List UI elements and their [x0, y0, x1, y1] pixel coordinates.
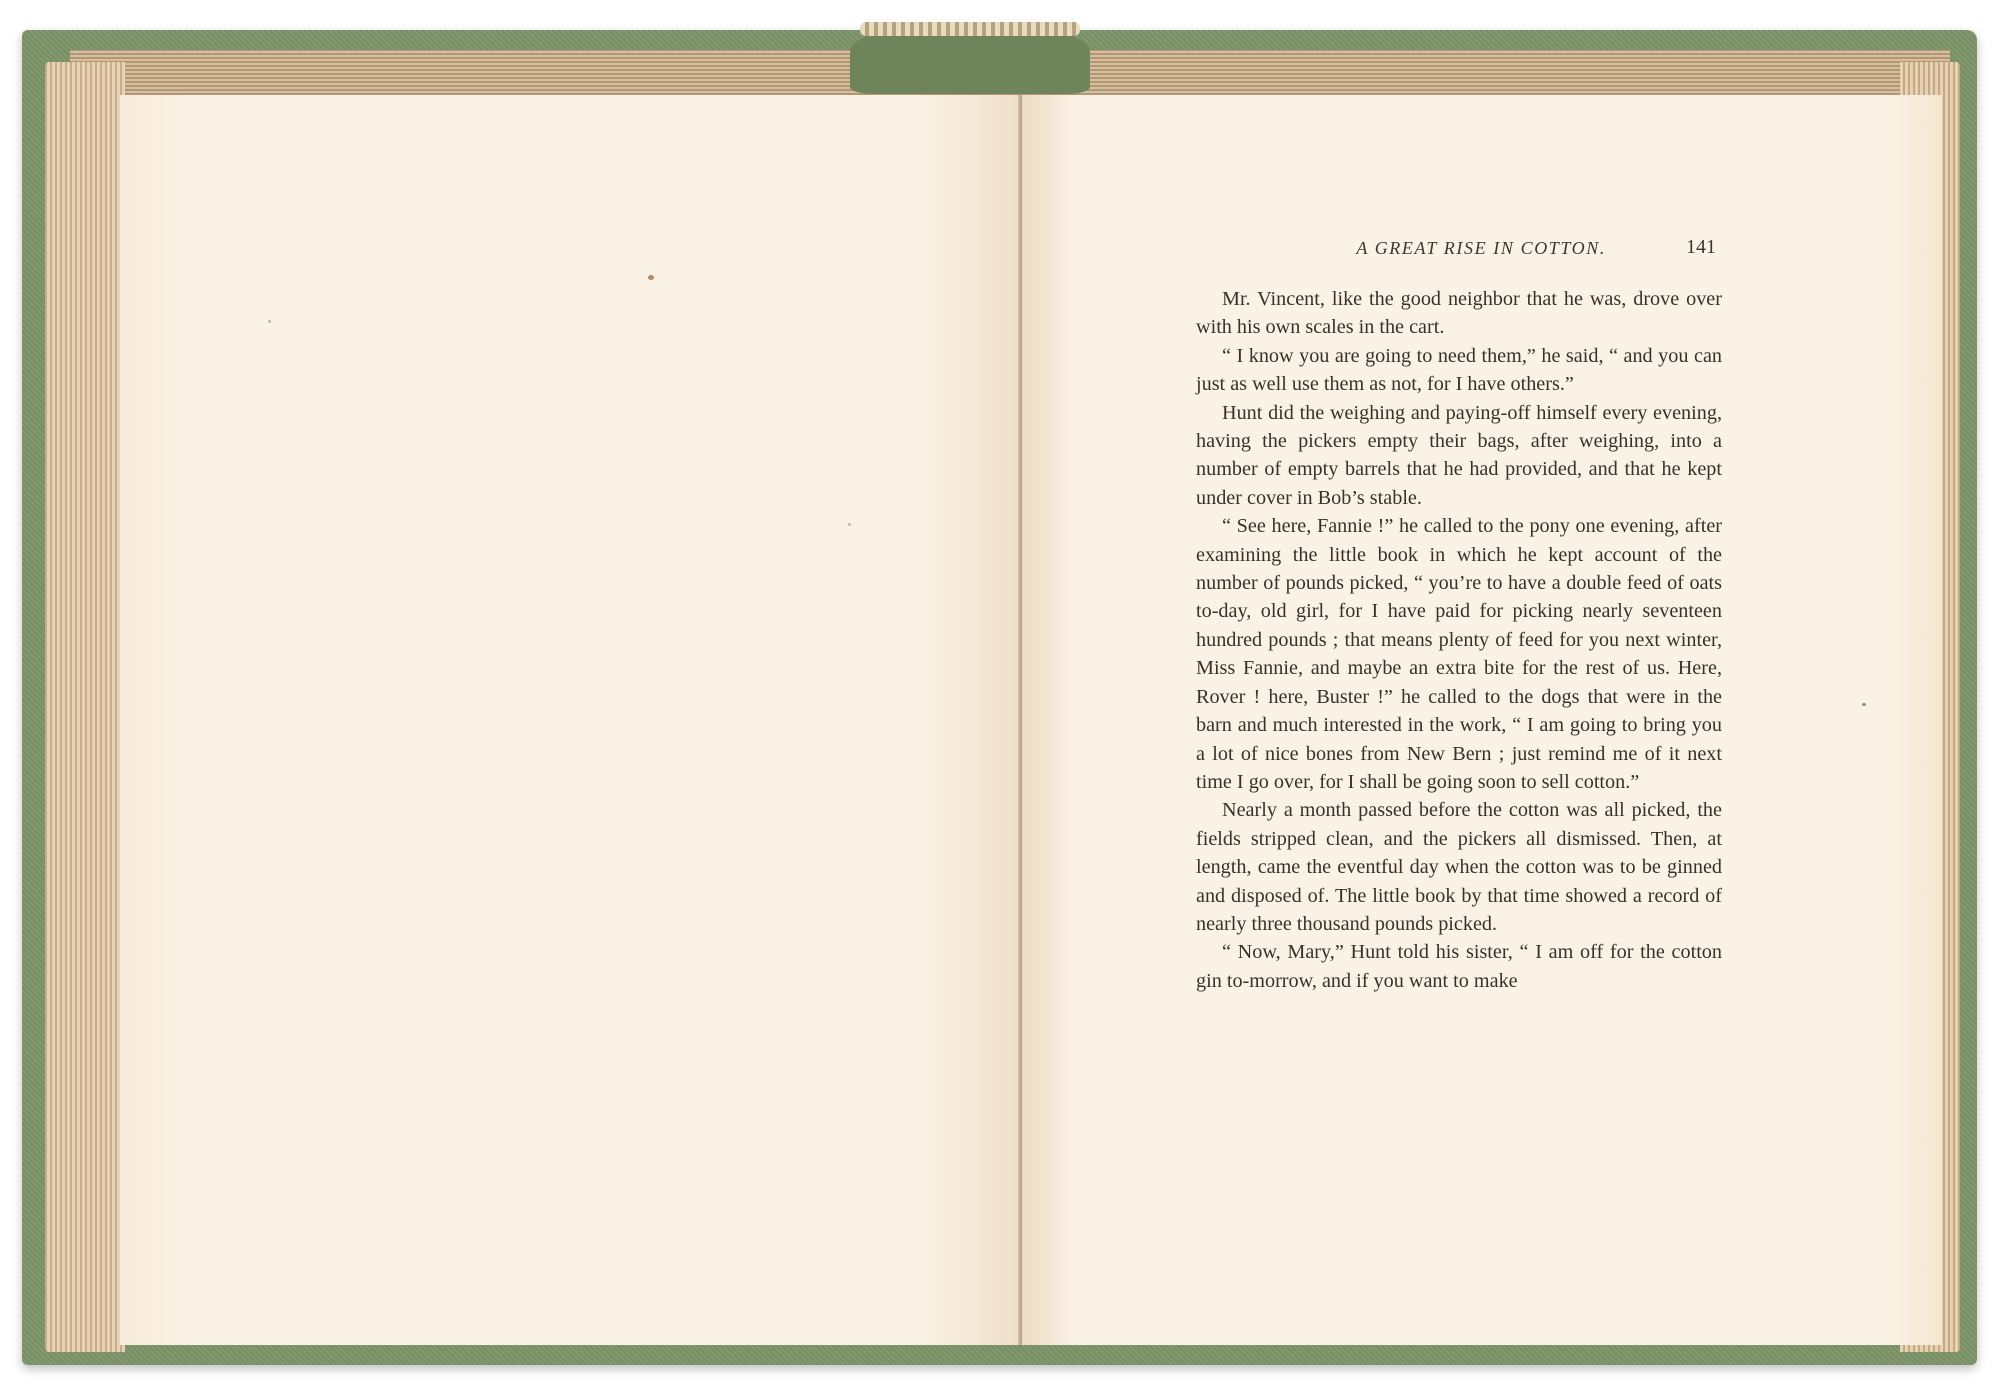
- paragraph: “ I know you are going to need them,” he said, “ and you can just as well use them as not, for I have others.”: [1196, 344, 1722, 396]
- chapter-title: A GREAT RISE IN COTTON.: [1356, 238, 1606, 258]
- page-edges-left: [45, 62, 125, 1352]
- paragraph: “ See here, Fannie !” he called to the pony one evening, after examining the little book in which he kept account of the number of pounds picked, “ you’re to have a double feed of oats to-day, old girl, for I have paid for picking nearly seventeen hundred pounds ; that means plenty of feed for you next winter, Miss Fannie, and maybe an extra bite for the rest of us. Here, Rover ! here, Buster !” he called to the dogs that were in the barn and much interested in the work, “ I am going to bring you a lot of nice bones from New Bern ; just remind me of it next time I go over, for I shall be going soon to sell cotton.”: [1196, 515, 1722, 793]
- spine-thread: [860, 22, 1080, 36]
- paragraph: Hunt did the weighing and paying-off himself every evening, having the pickers empty their bags, after weighing, into a number of empty barrels that he had provided, and that he kept under cover in Bob’s stable.: [1196, 401, 1722, 509]
- paper-speck: [1862, 703, 1866, 706]
- paper-speck: [268, 320, 271, 323]
- paragraph: Nearly a month passed before the cotton was all picked, the fields stripped clean, and the pickers all dismissed. Then, at length, came the eventful day when the cotton was to be ginned and disposed of. The little book by that time showed a record of nearly three thousand pounds picked.: [1196, 799, 1722, 935]
- left-page-blank: [120, 95, 1022, 1345]
- page-number: 141: [1686, 236, 1716, 258]
- running-head: [1196, 238, 1716, 268]
- paper-speck: [648, 275, 654, 280]
- paragraph: “ Now, Mary,” Hunt told his sister, “ I am off for the cotton gin to-morrow, and if you want to make: [1196, 941, 1722, 992]
- page-body-text: [1196, 285, 1722, 995]
- paper-speck: [848, 523, 851, 526]
- paragraph: Mr. Vincent, like the good neighbor that he was, drove over with his own scales in the cart.: [1196, 288, 1722, 339]
